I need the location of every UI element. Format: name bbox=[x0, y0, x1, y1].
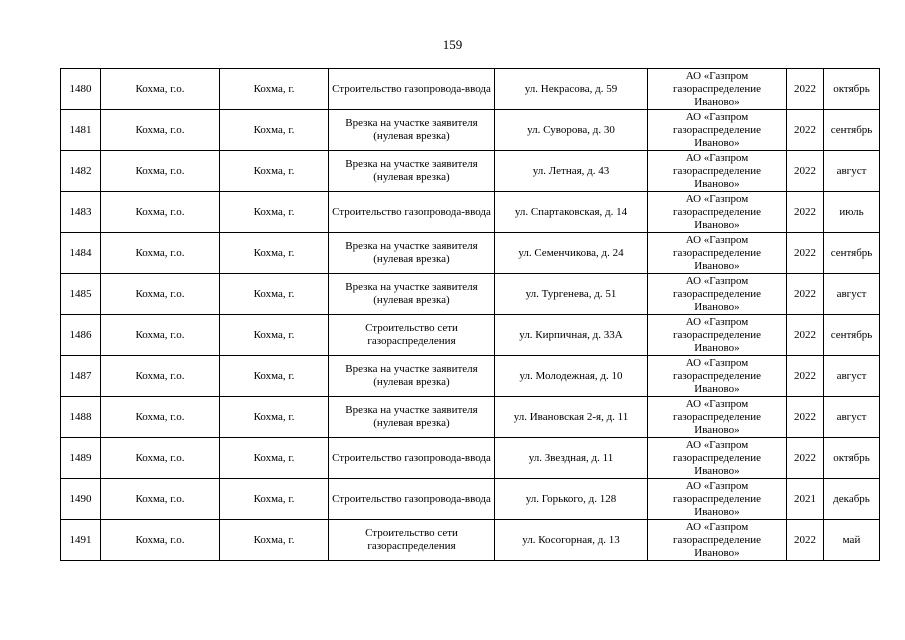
organization-cell: АО «Газпром газораспределение Иваново» bbox=[648, 110, 787, 151]
district-cell: Кохма, г.о. bbox=[101, 233, 220, 274]
table-row bbox=[61, 274, 880, 315]
address-cell: ул. Ивановская 2-я, д. 11 bbox=[495, 397, 648, 438]
year-cell: 2022 bbox=[787, 69, 824, 110]
district-cell: Кохма, г.о. bbox=[101, 274, 220, 315]
locality-cell: Кохма, г. bbox=[220, 438, 329, 479]
month-cell: сентябрь bbox=[824, 233, 880, 274]
work-type-cell: Врезка на участке заявителя (нулевая врезка) bbox=[329, 356, 495, 397]
address-cell: ул. Некрасова, д. 59 bbox=[495, 69, 648, 110]
address-cell: ул. Летная, д. 43 bbox=[495, 151, 648, 192]
address-cell: ул. Семенчикова, д. 24 bbox=[495, 233, 648, 274]
year-cell: 2021 bbox=[787, 479, 824, 520]
row-number: 1488 bbox=[61, 397, 101, 438]
work-type-cell: Врезка на участке заявителя (нулевая врезка) bbox=[329, 233, 495, 274]
table-row bbox=[61, 520, 880, 561]
work-type-cell: Строительство сети газораспределения bbox=[329, 520, 495, 561]
month-cell: август bbox=[824, 151, 880, 192]
table-row bbox=[61, 151, 880, 192]
year-cell: 2022 bbox=[787, 356, 824, 397]
locality-cell: Кохма, г. bbox=[220, 151, 329, 192]
month-cell: октябрь bbox=[824, 438, 880, 479]
address-cell: ул. Кирпичная, д. 33А bbox=[495, 315, 648, 356]
year-cell: 2022 bbox=[787, 397, 824, 438]
organization-cell: АО «Газпром газораспределение Иваново» bbox=[648, 438, 787, 479]
gasification-table bbox=[60, 68, 880, 561]
work-type-cell: Строительство газопровода-ввода bbox=[329, 479, 495, 520]
address-cell: ул. Горького, д. 128 bbox=[495, 479, 648, 520]
row-number: 1481 bbox=[61, 110, 101, 151]
year-cell: 2022 bbox=[787, 192, 824, 233]
table-row bbox=[61, 356, 880, 397]
month-cell: октябрь bbox=[824, 69, 880, 110]
year-cell: 2022 bbox=[787, 110, 824, 151]
locality-cell: Кохма, г. bbox=[220, 110, 329, 151]
table-row bbox=[61, 397, 880, 438]
row-number: 1489 bbox=[61, 438, 101, 479]
table-row bbox=[61, 110, 880, 151]
table-row bbox=[61, 438, 880, 479]
district-cell: Кохма, г.о. bbox=[101, 520, 220, 561]
work-type-cell: Врезка на участке заявителя (нулевая врезка) bbox=[329, 151, 495, 192]
district-cell: Кохма, г.о. bbox=[101, 479, 220, 520]
work-type-cell: Строительство газопровода-ввода bbox=[329, 192, 495, 233]
page-number: 159 bbox=[442, 37, 463, 52]
work-type-cell: Врезка на участке заявителя (нулевая врезка) bbox=[329, 397, 495, 438]
row-number: 1486 bbox=[61, 315, 101, 356]
month-cell: сентябрь bbox=[824, 110, 880, 151]
district-cell: Кохма, г.о. bbox=[101, 397, 220, 438]
district-cell: Кохма, г.о. bbox=[101, 192, 220, 233]
year-cell: 2022 bbox=[787, 233, 824, 274]
organization-cell: АО «Газпром газораспределение Иваново» bbox=[648, 520, 787, 561]
locality-cell: Кохма, г. bbox=[220, 69, 329, 110]
row-number: 1483 bbox=[61, 192, 101, 233]
row-number: 1485 bbox=[61, 274, 101, 315]
table-row bbox=[61, 233, 880, 274]
address-cell: ул. Молодежная, д. 10 bbox=[495, 356, 648, 397]
address-cell: ул. Звездная, д. 11 bbox=[495, 438, 648, 479]
month-cell: сентябрь bbox=[824, 315, 880, 356]
month-cell: июль bbox=[824, 192, 880, 233]
organization-cell: АО «Газпром газораспределение Иваново» bbox=[648, 192, 787, 233]
locality-cell: Кохма, г. bbox=[220, 479, 329, 520]
locality-cell: Кохма, г. bbox=[220, 192, 329, 233]
month-cell: август bbox=[824, 274, 880, 315]
row-number: 1480 bbox=[61, 69, 101, 110]
address-cell: ул. Тургенева, д. 51 bbox=[495, 274, 648, 315]
organization-cell: АО «Газпром газораспределение Иваново» bbox=[648, 233, 787, 274]
organization-cell: АО «Газпром газораспределение Иваново» bbox=[648, 479, 787, 520]
year-cell: 2022 bbox=[787, 520, 824, 561]
table-row bbox=[61, 315, 880, 356]
year-cell: 2022 bbox=[787, 151, 824, 192]
row-number: 1487 bbox=[61, 356, 101, 397]
month-cell: август bbox=[824, 397, 880, 438]
district-cell: Кохма, г.о. bbox=[101, 151, 220, 192]
row-number: 1491 bbox=[61, 520, 101, 561]
table-row bbox=[61, 479, 880, 520]
year-cell: 2022 bbox=[787, 274, 824, 315]
work-type-cell: Строительство газопровода-ввода bbox=[329, 69, 495, 110]
table-row bbox=[61, 69, 880, 110]
locality-cell: Кохма, г. bbox=[220, 356, 329, 397]
month-cell: август bbox=[824, 356, 880, 397]
address-cell: ул. Спартаковская, д. 14 bbox=[495, 192, 648, 233]
table-row bbox=[61, 192, 880, 233]
work-type-cell: Врезка на участке заявителя (нулевая врезка) bbox=[329, 274, 495, 315]
row-number: 1490 bbox=[61, 479, 101, 520]
district-cell: Кохма, г.о. bbox=[101, 315, 220, 356]
work-type-cell: Строительство газопровода-ввода bbox=[329, 438, 495, 479]
row-number: 1482 bbox=[61, 151, 101, 192]
district-cell: Кохма, г.о. bbox=[101, 356, 220, 397]
district-cell: Кохма, г.о. bbox=[101, 69, 220, 110]
work-type-cell: Строительство сети газораспределения bbox=[329, 315, 495, 356]
organization-cell: АО «Газпром газораспределение Иваново» bbox=[648, 315, 787, 356]
district-cell: Кохма, г.о. bbox=[101, 110, 220, 151]
district-cell: Кохма, г.о. bbox=[101, 438, 220, 479]
locality-cell: Кохма, г. bbox=[220, 233, 329, 274]
organization-cell: АО «Газпром газораспределение Иваново» bbox=[648, 69, 787, 110]
address-cell: ул. Суворова, д. 30 bbox=[495, 110, 648, 151]
locality-cell: Кохма, г. bbox=[220, 315, 329, 356]
organization-cell: АО «Газпром газораспределение Иваново» bbox=[648, 151, 787, 192]
organization-cell: АО «Газпром газораспределение Иваново» bbox=[648, 356, 787, 397]
organization-cell: АО «Газпром газораспределение Иваново» bbox=[648, 397, 787, 438]
locality-cell: Кохма, г. bbox=[220, 520, 329, 561]
month-cell: декабрь bbox=[824, 479, 880, 520]
year-cell: 2022 bbox=[787, 438, 824, 479]
organization-cell: АО «Газпром газораспределение Иваново» bbox=[648, 274, 787, 315]
row-number: 1484 bbox=[61, 233, 101, 274]
locality-cell: Кохма, г. bbox=[220, 397, 329, 438]
locality-cell: Кохма, г. bbox=[220, 274, 329, 315]
address-cell: ул. Косогорная, д. 13 bbox=[495, 520, 648, 561]
month-cell: май bbox=[824, 520, 880, 561]
work-type-cell: Врезка на участке заявителя (нулевая врезка) bbox=[329, 110, 495, 151]
year-cell: 2022 bbox=[787, 315, 824, 356]
